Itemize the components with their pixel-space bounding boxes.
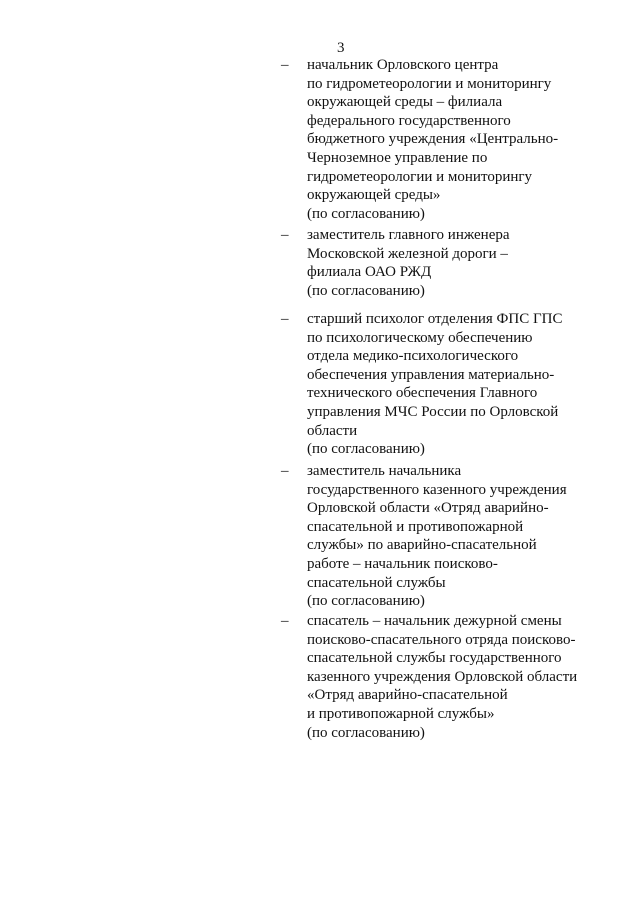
list-item-text: заместитель начальника государственного казенного учреждения Орловской области «Отряд аварийно- спасательной и противопожарной службы» по аварийно-спасательной работе – начальник поисково- спасательной службы (по согласованию): [307, 463, 567, 610]
list-item-text: начальник Орловского центра по гидрометеорологии и мониторингу окружающей среды – филиала федерального государственного бюджетного учреждения «Центрально- Черноземное управление по гидрометеорологии и мониторингу окружающей среды» (по согласованию): [307, 57, 559, 222]
dash-bullet: –: [281, 227, 289, 243]
dash-bullet: –: [281, 463, 289, 479]
list-item-text: заместитель главного инженера Московской железной дороги – филиала ОАО РЖД (по согласованию): [307, 227, 510, 299]
page-number: 3: [337, 40, 345, 56]
dash-bullet: –: [281, 613, 289, 629]
list-item-text: старший психолог отделения ФПС ГПС по психологическому обеспечению отдела медико-психологического обеспечения управления материально- технического обеспечения Главного управления МЧС России по Орловской области (по согласованию): [307, 311, 563, 458]
dash-bullet: –: [281, 57, 289, 73]
list-item-text: спасатель – начальник дежурной смены поисково-спасательного отряда поисково- спасательной службы государственного казенного учреждения Орловской области «Отряд аварийно-спасательной и противопожарной службы» (по согласованию): [307, 613, 578, 741]
dash-bullet: –: [281, 311, 289, 327]
